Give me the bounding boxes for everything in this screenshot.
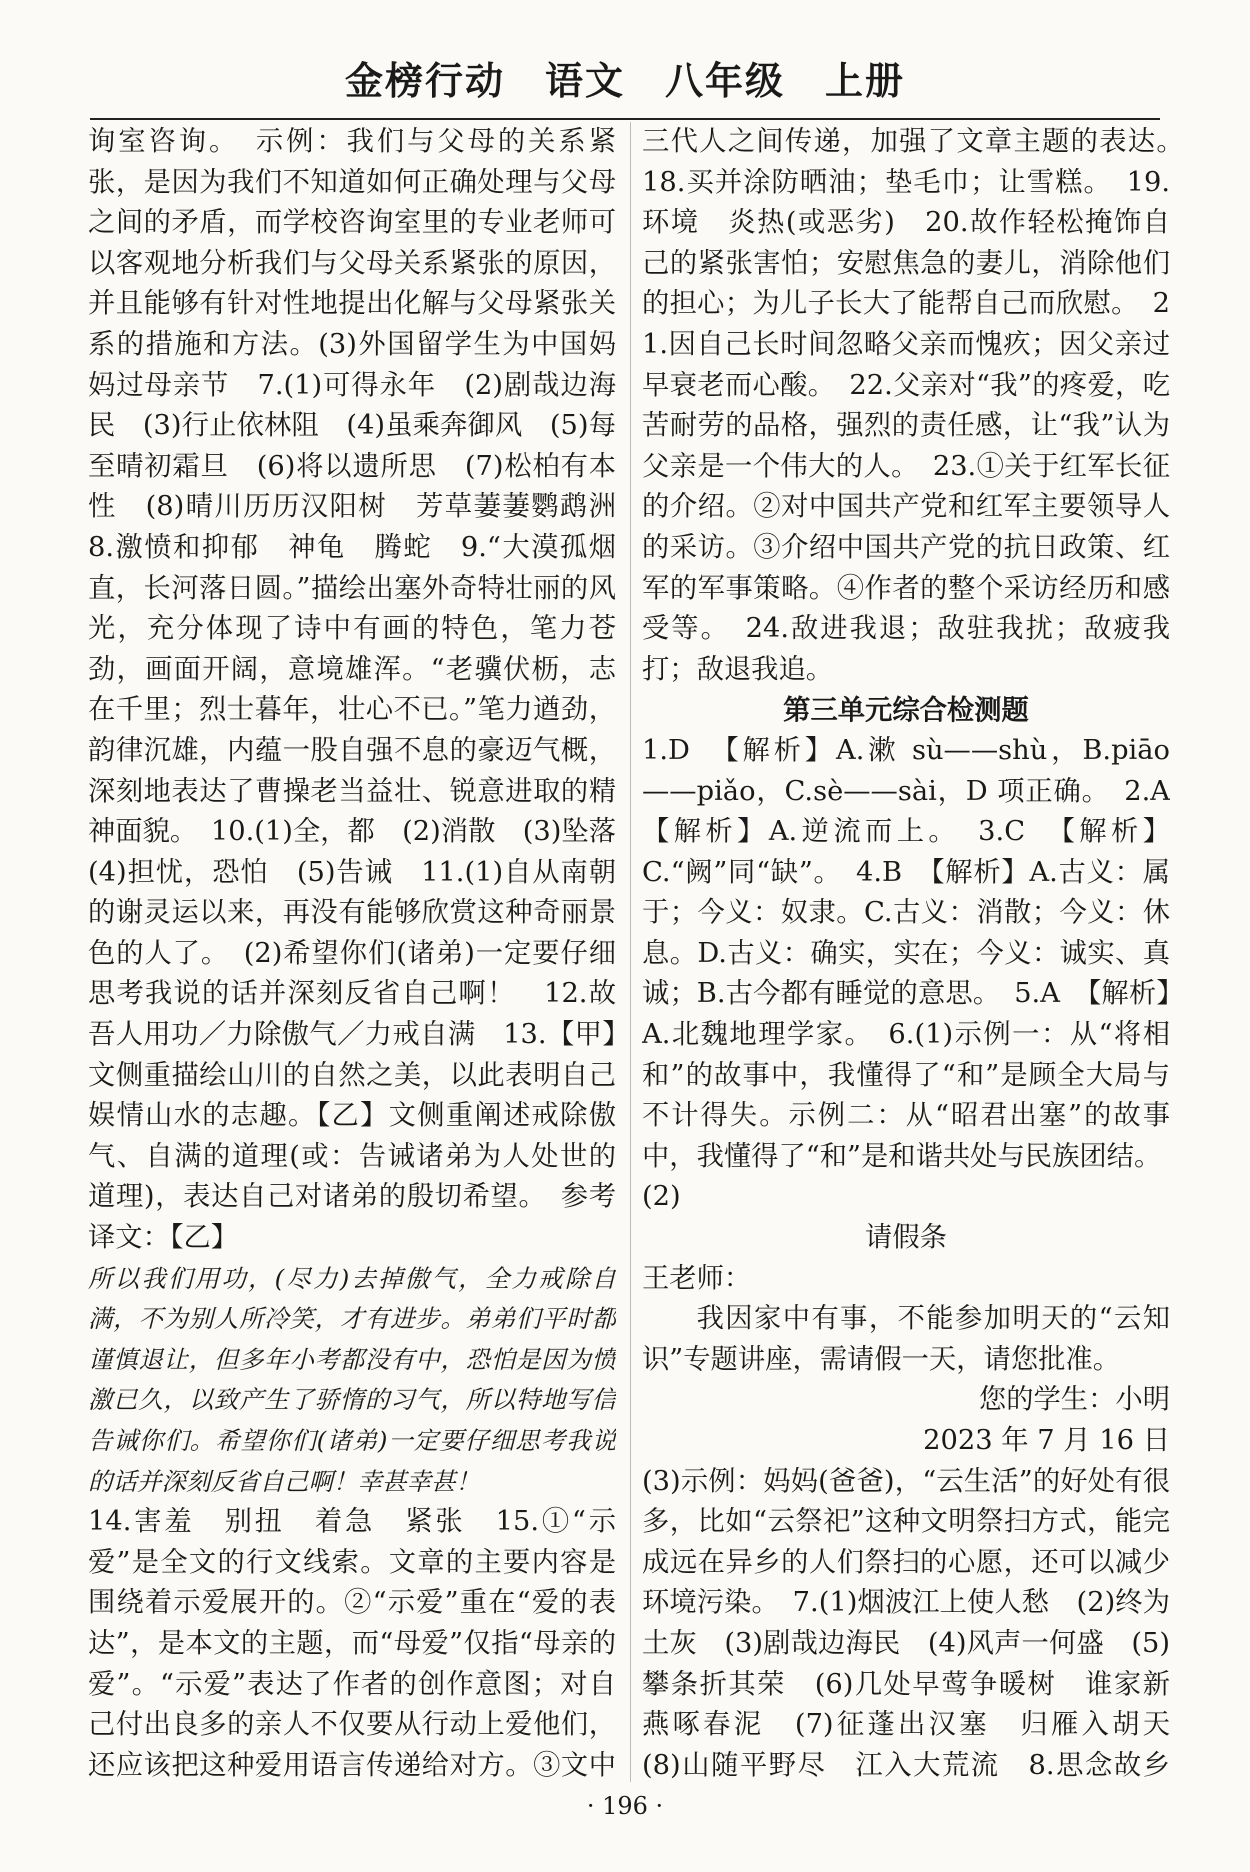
column-divider xyxy=(630,122,631,1782)
leave-note-date: 2023 年 7 月 16 日 xyxy=(923,1425,1170,1456)
translation-note: 所以我们用功，(尽力)去掉傲气，全力戒除自满，不为别人所冷笑，才有进步。弟弟们平时都谨慎退让，但多年小考都没有中，恐怕是因为愤激已久，以致产生了骄惰的习气，所以特地写信告诫你们。希望你们(诸弟)一定要仔细思考我说的话并深刻反省自己啊！幸甚幸甚！ xyxy=(88,1263,616,1496)
right-paragraph-3: (2) xyxy=(642,1181,681,1213)
leave-note-greeting: 王老师： xyxy=(642,1262,752,1294)
leave-note-body: 我因家中有事，不能参加明天的“云知识”专题讲座，需请假一天，请您批准。 xyxy=(642,1303,1170,1375)
right-paragraph-2: 1.D 【解析】A.漱 sù——shù，B.piāo——piǎo，C.sè——sài，D 项正确。 2.A 【解析】A.逆流而上。 3.C 【解析】C.“阙”同“缺”。 4.B 【解析】A.古义：属于；今义：奴隶。C.古义：消散；今义：休息。D.古义：确实，实在；今义：诚实、真诚；B.古今都有睡觉的意思。 5.A 【解析】A.北魏地理学家。 6.(1)示例一：从“将相和”的故事中，我懂得了“和”是顾全大局与不计得失。示例二：从“昭君出塞”的故事中，我懂得了“和”是和谐共处与民族团结。 xyxy=(642,734,1170,1172)
section-title: 第三单元综合检测题 xyxy=(783,694,1029,727)
left-paragraph-1: 询室咨询。 示例：我们与父母的关系紧张，是因为我们不知道如何正确处理与父母之间的矛盾，而学校咨询室里的专业老师可以客观地分析我们与父母关系紧张的原因，并且能够有针对性地提出化解与父母紧张关系的措施和方法。(3)外国留学生为中国妈妈过母亲节 7.(1)可得永年 (2)剧哉边海民 (3)行止依林阻 (4)虽乘奔御风 (5)每至晴初霜旦 (6)将以遗所思 (7)松柏有本性 (8)晴川历历汉阳树 芳草萋萋鹦鹉洲 8.激愤和抑郁 神龟 腾蛇 9.“大漠孤烟直，长河落日圆。”描绘出塞外奇特壮丽的风光，充分体现了诗中有画的特色，笔力苍劲，画面开阔，意境雄浑。“老骥伏枥，志在千里；烈士暮年，壮心不已。”笔力遒劲，韵律沉雄，内蕴一股自强不息的豪迈气概，深刻地表达了曹操老当益壮、锐意进取的精神面貌。 10.(1)全，都 (2)消散 (3)坠落 (4)担忧，恐怕 (5)告诫 11.(1)自从南朝的谢灵运以来，再没有能够欣赏这种奇丽景色的人了。 (2)希望你们(诸弟)一定要仔细思考我说的话并深刻反省自己啊！ 12.故吾人用功／力除傲气／力戒自满 13.【甲】文侧重描绘山川的自然之美，以此表明自己娱情山水的志趣。【乙】文侧重阐述戒除傲气、自满的道理(或：告诫诸弟为人处世的道理)，表达自己对诸弟的殷切希望。 参考译文：【乙】 xyxy=(88,126,616,1254)
right-paragraph-4: (3)示例：妈妈(爸爸)，“云生活”的好处有很多，比如“云祭祀”这种文明祭扫方式，能完成远在异乡的人们祭扫的心愿，还可以减少环境污染。 7.(1)烟波江上使人愁 (2)终为土灰 (3)剧哉边海民 (4)风声一何盛 (5)攀条折其荣 (6)几处早莺争暖树 谁家新燕啄春泥 (7)征蓬出汉塞 归雁入胡天 (8)山随平野尽 江入大荒流 8.思念故乡 xyxy=(642,1465,1170,1781)
right-column xyxy=(642,122,1170,1782)
left-paragraph-2: 14.害羞 别扭 着急 紧张 15.①“示爱”是全文的行文线索。文章的主要内容是围绕着示爱展开的。②“示爱”重在“爱的表达”，是本文的主题，而“母爱”仅指“母亲的爱”。“示爱”表达了作者的创作意图；对自己付出良多的亲人不仅要从行动上爱他们，还应该把这种爱用语言传递给对方。③文中 xyxy=(88,1506,616,1781)
right-paragraph-1: 三代人之间传递，加强了文章主题的表达。 18.买并涂防晒油；垫毛巾；让雪糕。 19.环境 炎热(或恶劣) 20.故作轻松掩饰自己的紧张害怕；安慰焦急的妻儿，消除他们的担心；为儿子长大了能帮自己而欣慰。 21.因自己长时间忽略父亲而愧疚；因父亲过早衰老而心酸。 22.父亲对“我”的疼爱，吃苦耐劳的品格，强烈的责任感，让“我”认为父亲是一个伟大的人。 23.①关于红军长征的介绍。②对中国共产党和红军主要领导人的采访。③介绍中国共产党的抗日政策、红军的军事策略。④作者的整个采访经历和感受等。 24.敌进我退；敌驻我扰；敌疲我打；敌退我追。 xyxy=(642,126,1170,685)
leave-note-title: 请假条 xyxy=(865,1222,947,1254)
page-number: · 196 · xyxy=(586,1792,664,1820)
left-column xyxy=(88,122,616,1782)
page-header xyxy=(90,44,1160,120)
header-title: 金榜行动 语文 八年级 上册 xyxy=(344,58,905,103)
leave-note-signature: 您的学生：小明 xyxy=(978,1384,1170,1416)
